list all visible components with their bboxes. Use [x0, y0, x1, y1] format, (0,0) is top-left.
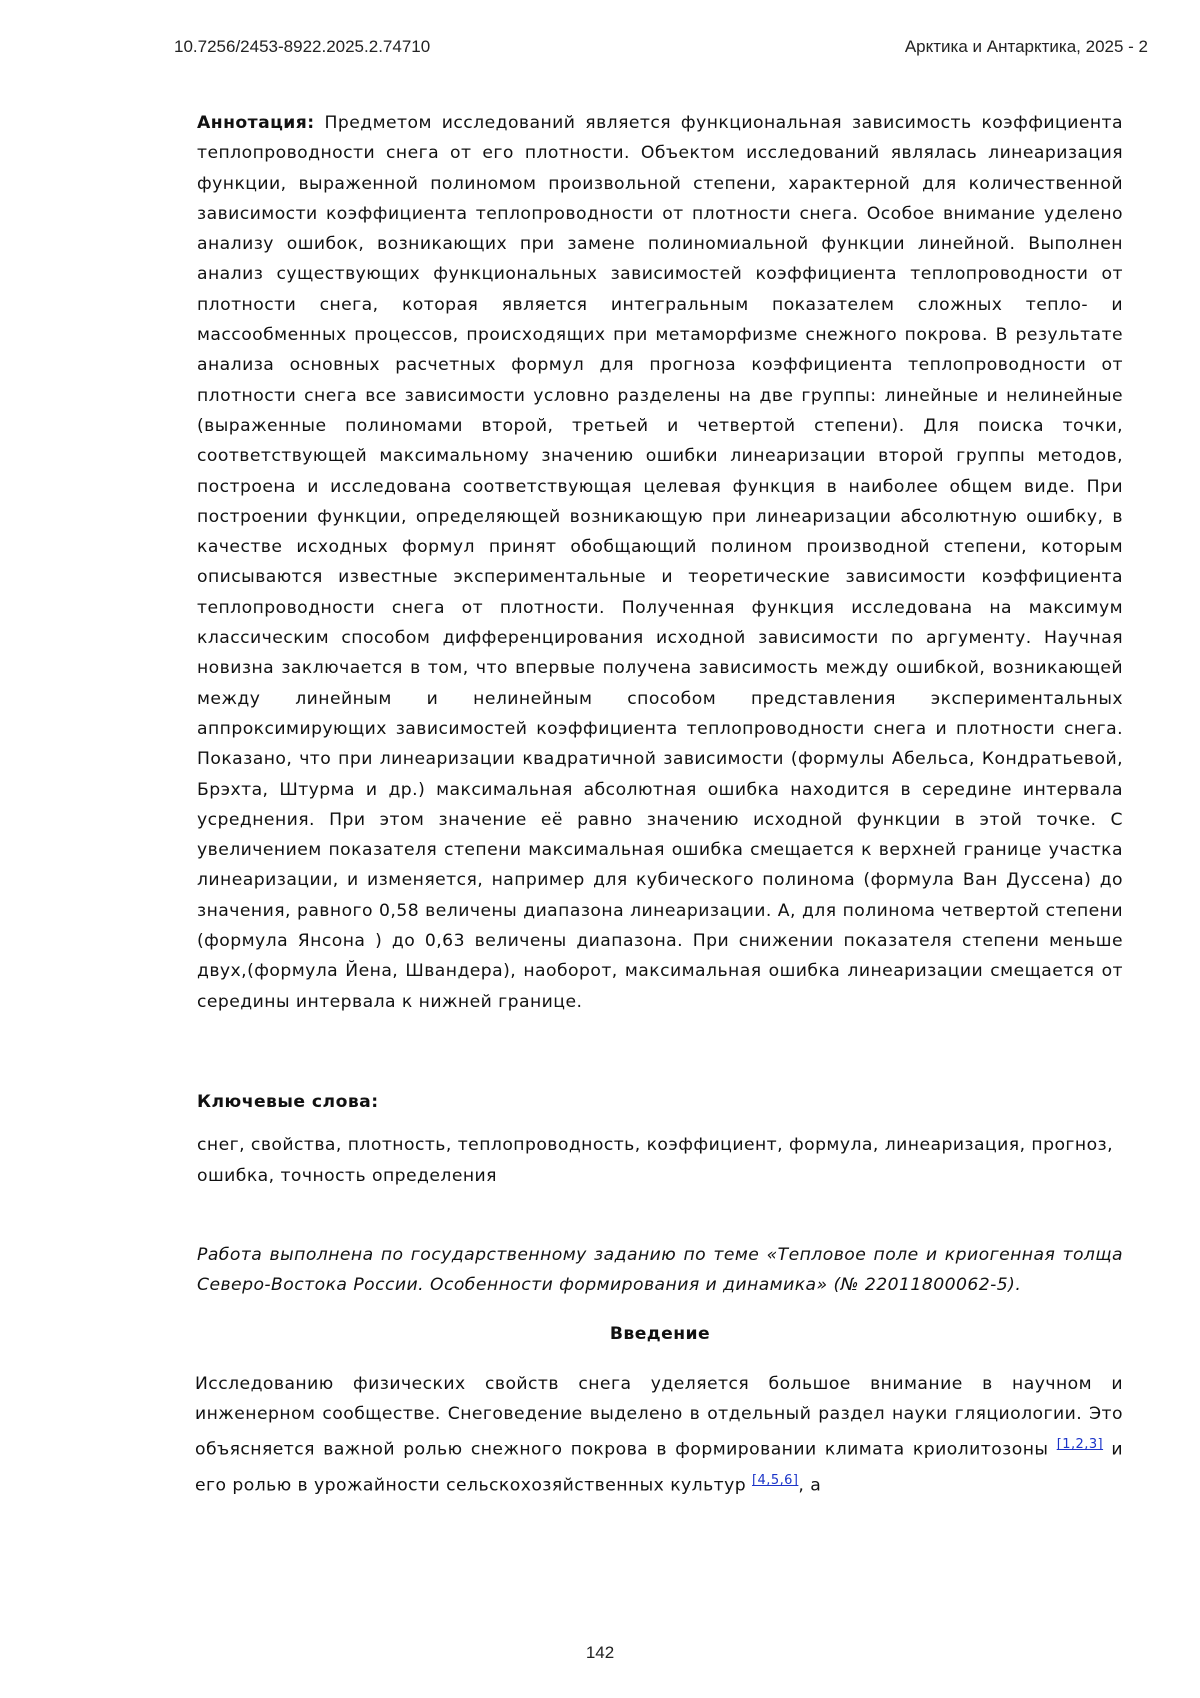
journal-header: Арктика и Антарктика, 2025 - 2 — [904, 37, 1148, 56]
abstract — [197, 108, 1123, 1017]
keywords-text: снег, свойства, плотность, теплопроводность, коэффициент, формула, линеаризация, прогноз, ошибка, точность определения — [197, 1135, 1114, 1186]
abstract-label: Аннотация: — [197, 113, 315, 133]
page-number: 142 — [585, 1643, 615, 1662]
page-content — [197, 108, 1123, 1501]
introduction-paragraph — [195, 1369, 1123, 1502]
intro-text-2: и его ролью в урожайности сельскохозяйственных культур — [195, 1440, 1123, 1497]
citation-link-1[interactable]: [1,2,3] — [1056, 1437, 1104, 1453]
doi-header: 10.7256/2453-8922.2025.2.74710 — [174, 37, 431, 56]
keywords-heading: Ключевые слова: — [197, 1091, 379, 1112]
funding-note: Работа выполнена по государственному заданию по теме «Тепловое поле и криогенная толща Северо-Востока России. Особенности формирования и динамика» (№ 22011800062-5). — [197, 1244, 1123, 1296]
abstract-text: Предметом исследований является функциональная зависимость коэффициента теплопроводности снега от его плотности. Объектом исследований являлась линеаризация функции, выраженной полиномом произвольной степени, характерной для количественной зависимости коэффициента теплопроводности от плотности снега. Особое внимание уделено анализу ошибок, возникающих при замене полиномиальной функции линейной. Выполнен анализ существующих функциональных зависимостей коэффициента теплопроводности от плотности снега, которая является интегральным показателем сложных тепло- и массообменных процессов, происходящих при метаморфизме снежного покрова. В результате анализа основных расчетных формул для прогноза коэффициента теплопроводности от плотности снега все зависимости условно разделены на две группы: линейные и нелинейные (выраженные полиномами второй, третьей и четвертой степени). Для поиска точки, соответствующей максимальному значению ошибки линеаризации второй группы методов, построена и исследована соответствующая целевая функция в наиболее общем виде. При построении функции, определяющей возникающую при линеаризации абсолютную ошибку, в качестве исходных формул принят обобщающий полином производной степени, которым описываются известные экспериментальные и теоретические зависимости коэффициента теплопроводности снега от плотности. Полученная функция исследована на максимум классическим способом дифференцирования исходной зависимости по аргументу. Научная новизна заключается в том, что впервые получена зависимость между ошибкой, возникающей между линейным и нелинейным способом представления экспериментальных аппроксимирующих зависимостей коэффициента теплопроводности снега и плотности снега. Показано, что при линеаризации квадратичной зависимости (формулы Абельса, Кондратьевой, Брэхта, Штурма и др.) максимальная абсолютная ошибка находится в середине интервала усреднения. При этом значение её равно значению исходной функции в этой точке. С увеличением показателя степени максимальная ошибка смещается к верхней границе участка линеаризации, и изменяется, например для кубического полинома (формула Ван Дуссена) до значения, равного 0,58 величены диапазона линеаризации. А, для полинома четвертой степени (формула Янсона ) до 0,63 величены диапазона. При снижении показателя степени меньше двух,(формула Йена, Швандера), наоборот, максимальная ошибка линеаризации смещается от середины интервала к нижней границе. — [197, 113, 1123, 1012]
intro-text-1: Исследованию физических свойств снега уделяется большое внимание в научном и инженерном сообществе. Снеговедение выделено в отдельный раздел науки гляциологии. Это объясняется важной ролью снежного покрова в формировании климата криолитозоны — [195, 1373, 1123, 1461]
intro-text-3: , а — [798, 1476, 822, 1497]
section-title-introduction: Введение — [609, 1324, 711, 1345]
citation-link-2[interactable]: [4,5,6] — [752, 1473, 799, 1489]
